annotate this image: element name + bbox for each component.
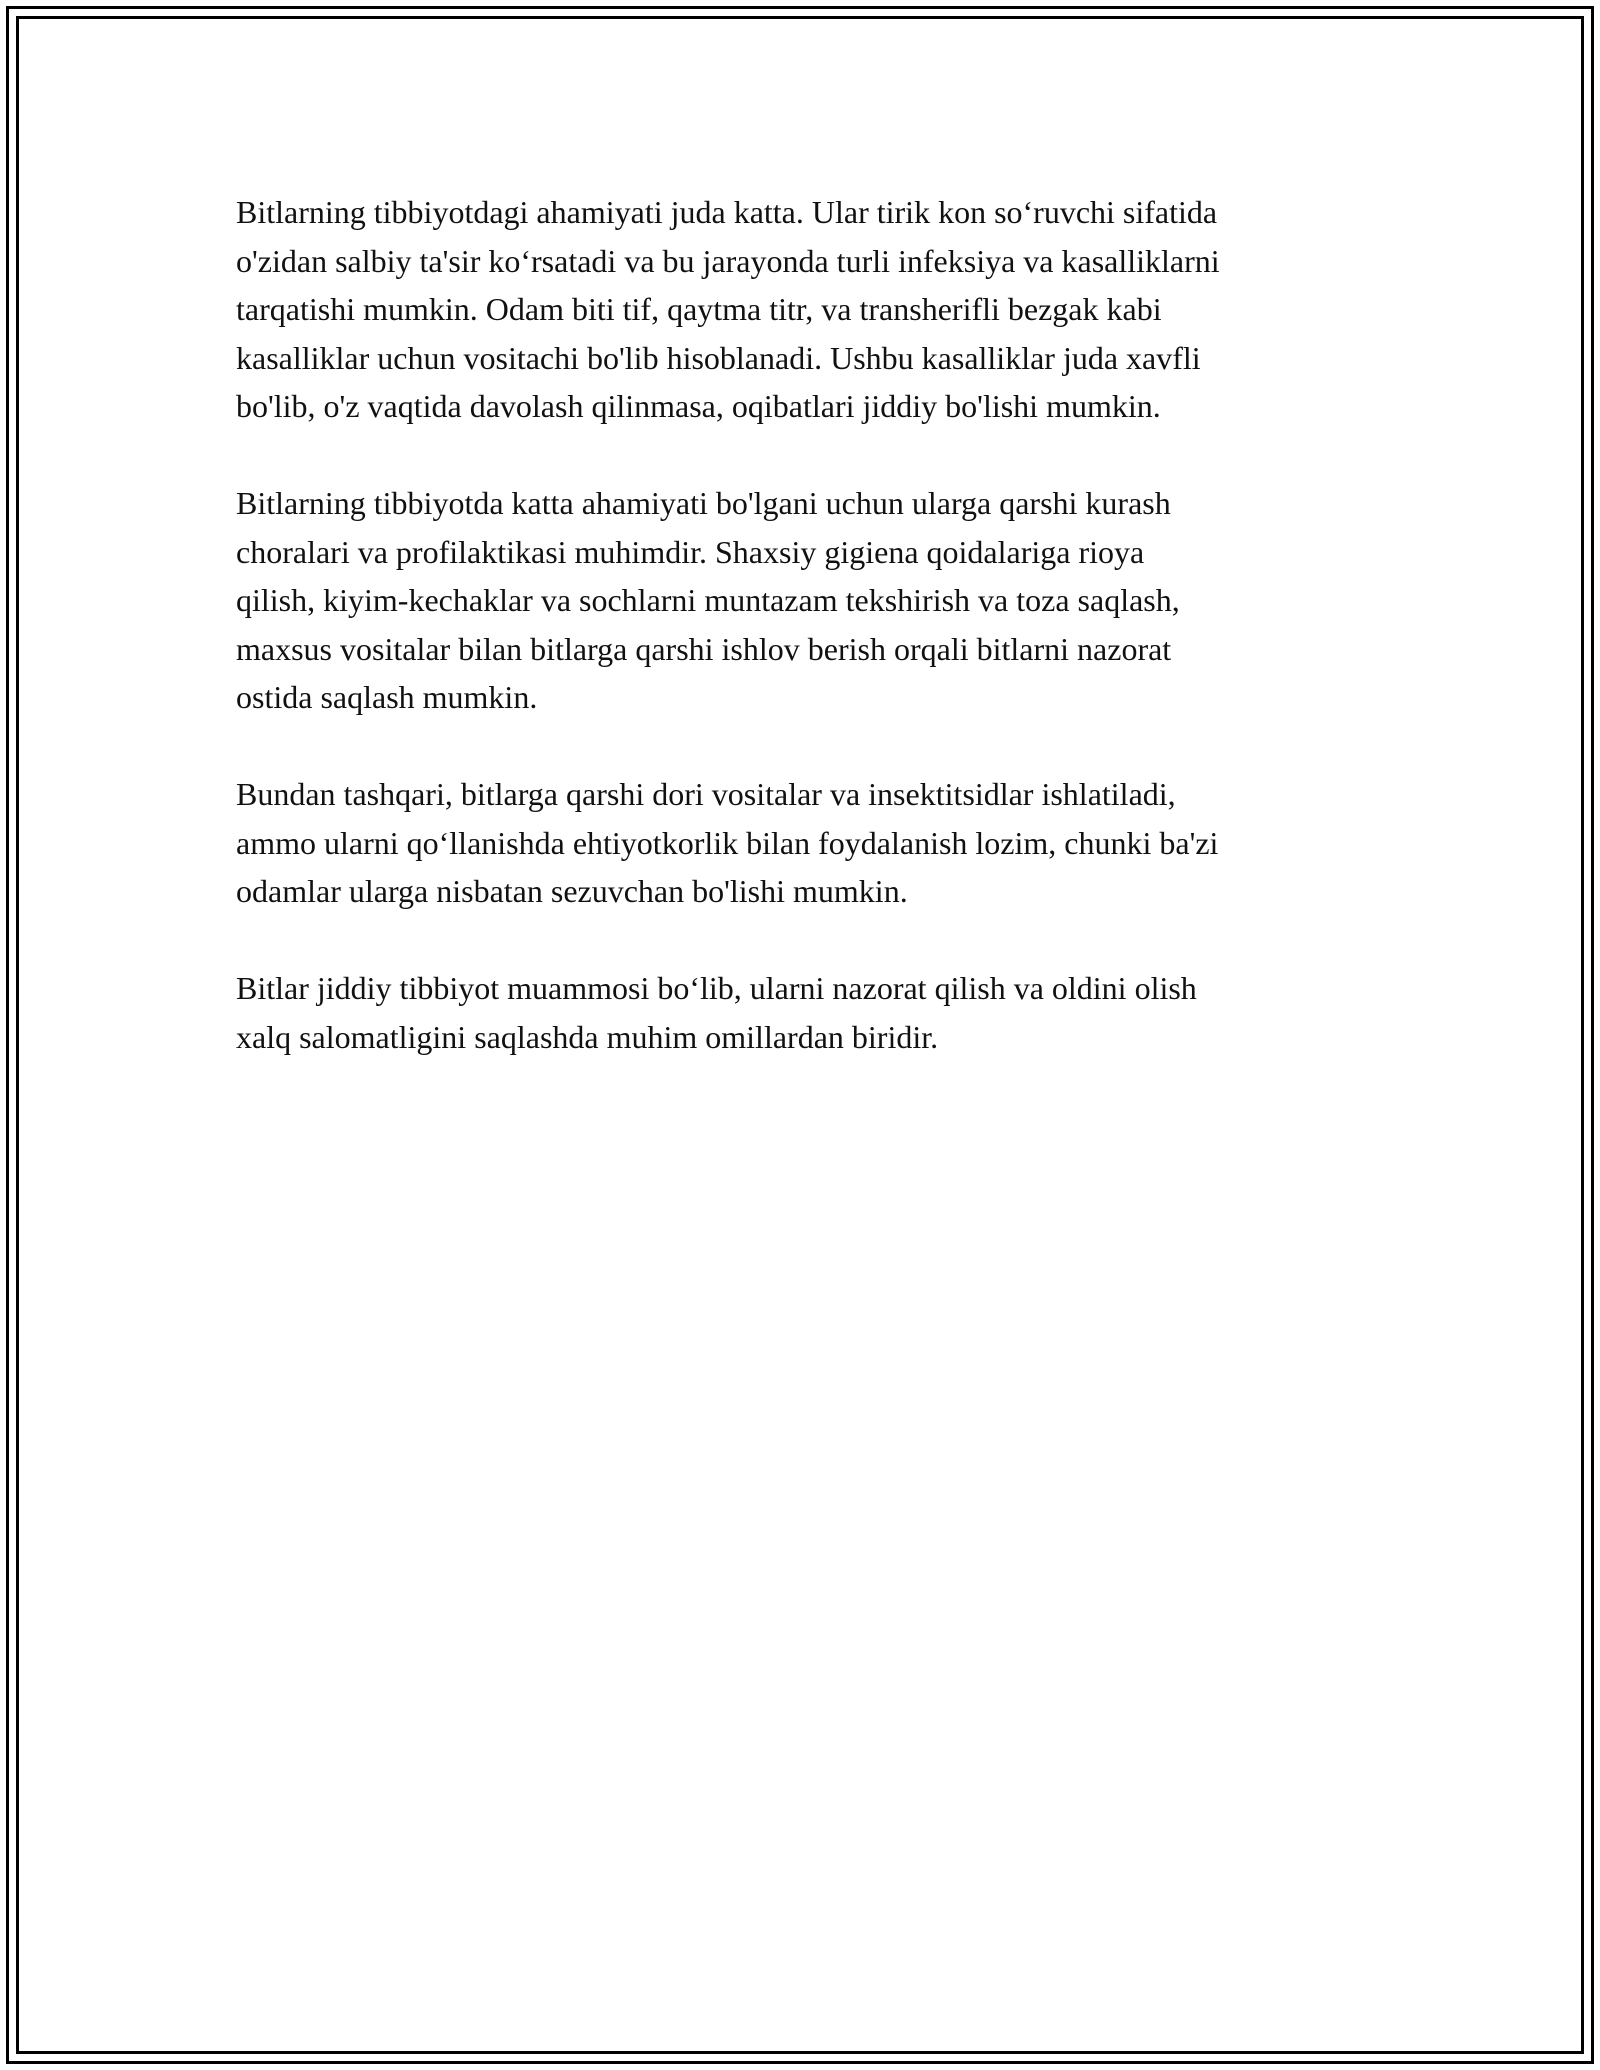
document-body bbox=[236, 188, 1376, 1110]
paragraph-3: Bundan tashqari, bitlarga qarshi dori vositalar va insektitsidlar ishlatiladi, ammo ularni qo‘llanishda ehtiyotkorlik bilan foydalanish lozim, chunki ba'zi odamlar ularga nisbatan sezuvchan bo'lishi mumkin. bbox=[236, 776, 1219, 909]
paragraph-1: Bitlarning tibbiyotdagi ahamiyati juda katta. Ular tirik kon so‘ruvchi sifatida o'zidan salbiy ta'sir ko‘rsatadi va bu jarayonda turli infeksiya va kasalliklarni tarqatishi mumkin. Odam biti tif, qaytma titr, va transherifli bezgak kabi kasalliklar uchun vositachi bo'lib hisoblanadi. Ushbu kasalliklar juda xavfli bo'lib, o'z vaqtida davolash qilinmasa, oqibatlari jiddiy bo'lishi mumkin. bbox=[236, 194, 1220, 424]
paragraph-2: Bitlarning tibbiyotda katta ahamiyati bo'lgani uchun ularga qarshi kurash choralari va profilaktikasi muhimdir. Shaxsiy gigiena qoidalariga rioya qilish, kiyim-kechaklar va sochlarni muntazam tekshirish va toza saqlash, maxsus vositalar bilan bitlarga qarshi ishlov berish orqali bitlarni nazorat ostida saqlash mumkin. bbox=[236, 485, 1180, 715]
paragraph-4: Bitlar jiddiy tibbiyot muammosi bo‘lib, ularni nazorat qilish va oldini olish xalq salomatligini saqlashda muhim omillardan biridir. bbox=[236, 970, 1197, 1055]
